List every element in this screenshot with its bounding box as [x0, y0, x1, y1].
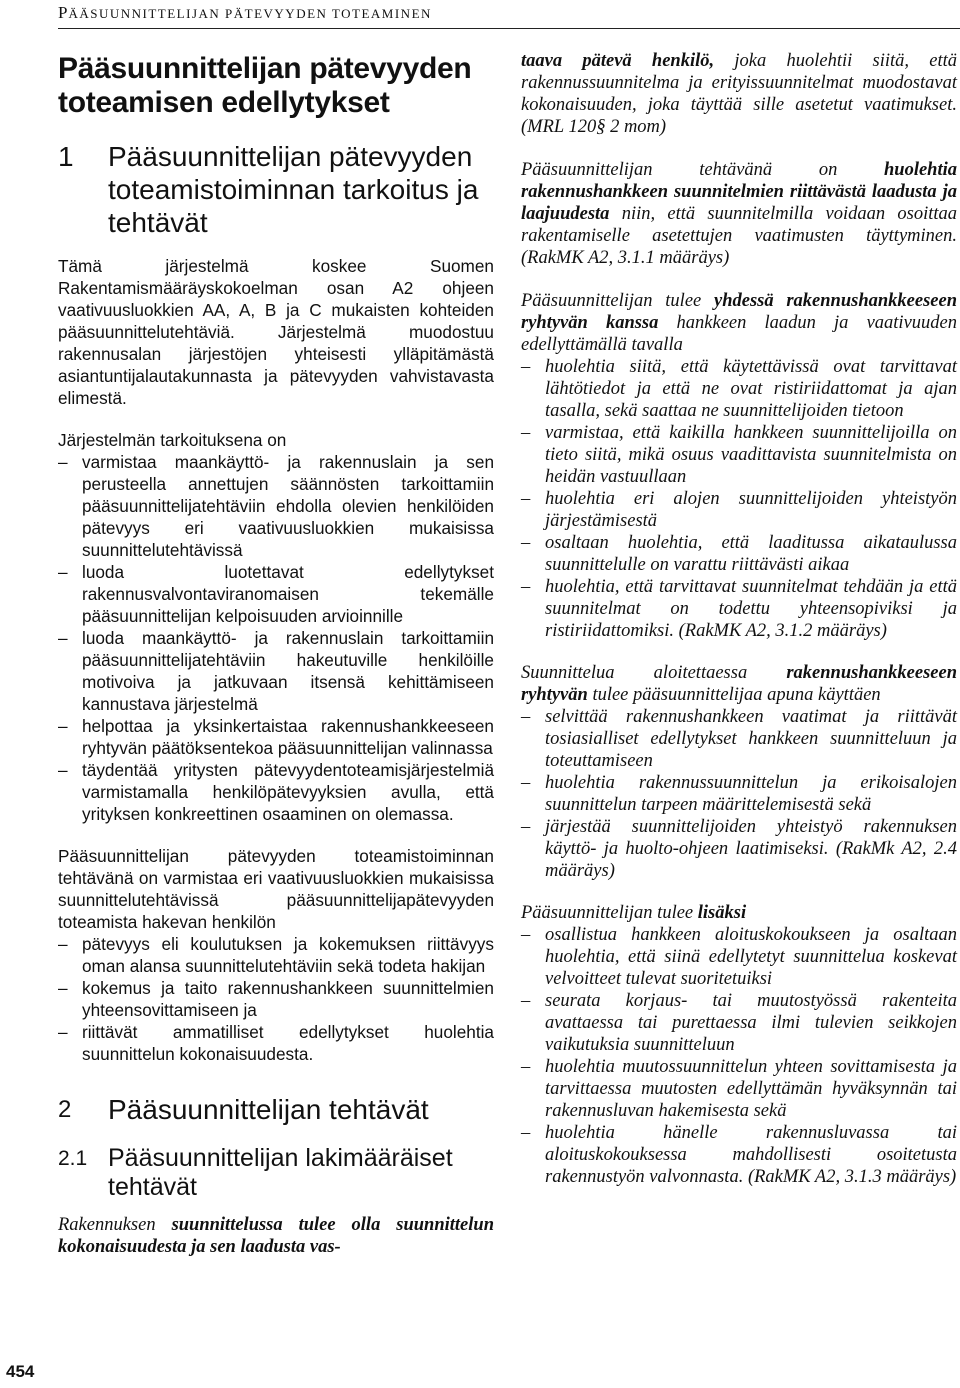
running-header: [58, 0, 960, 29]
section-2-1-number: 2.1: [58, 1147, 88, 1170]
duties-bold: huolehtia rakennushankkeen suunnitelmien riittävästä laadusta ja laajuudesta: [521, 160, 957, 224]
additionally-bold: lisäksi: [697, 903, 747, 923]
list-item: – kokemus ja taito rakennushankkeen suunnittelmien yhteensovittamiseen ja: [58, 977, 494, 1021]
list-item: – huolehtia hänelle rakennusluvassa tai aloituskokouksessa mahdollisesti osoitetusta rakennustyön valvonnasta. (RakMK A2, 3.1.3 määräys): [521, 1122, 957, 1188]
additionally-text-a: Pääsuunnittelijan tulee: [521, 903, 698, 923]
additional-duties-list: [521, 924, 957, 1188]
paragraph-purpose-intro: Järjestelmän tarkoituksena on: [58, 430, 287, 450]
paragraph-task: Pääsuunnittelijan pätevyyden toteamistoiminnan tehtävänä on varmistaa eri vaativuusluokkien mukaisissa suunnittelutehtävissä pääsuunnittelijapätevyyden toteamista hakevan henkilön: [58, 846, 494, 932]
design-start-text-a: Suunnittelua aloitettaessa: [521, 663, 787, 683]
list-item: – järjestää suunnittelijoiden yhteistyö rakennuksen käyttö- ja huolto-ohjeen laatimiseksi. (RakMk A2, 2.4 määräys): [521, 816, 957, 882]
list-item: – riittävät ammatilliset edellytykset huolehtia suunnittelun kokonaisuudesta.: [58, 1021, 494, 1065]
section-2-number: 2: [58, 1096, 72, 1123]
section-2-1-title: Pääsuunnittelijan lakimääräiset tehtävät: [108, 1144, 453, 1201]
list-item: – varmistaa maankäyttö- ja rakennuslain ja sen perusteella annettujen säännösten tarkoittamiin pääsuunnittelijatehtäviin ehdolla olevien henkilöiden pätevyys eri vaativuusluokkien mukaisissa suunnittelutehtävissä: [58, 451, 494, 561]
list-item: – huolehtia eri alojen suunnittelijoiden yhteistyön järjestämisestä: [521, 488, 957, 532]
list-item: – pätevyys eli koulutuksen ja kokemuksen riittävyys oman alansa suunnittelutehtäviin sekä todeta hakijan: [58, 933, 494, 977]
duties-text-a: Pääsuunnittelijan tehtävänä on: [521, 160, 884, 180]
right-column: [521, 50, 957, 1188]
list-item: – huolehtia muutossuunnittelun yhteen sovittamisesta ja tarvittaessa muutosten edellyttämän hyväksynnän tai rakennusluvan hakemisesta sekä: [521, 1056, 957, 1122]
list-item: – huolehtia, että tarvittavat suunnitelmat tehdään ja että suunnitelmat on todettu yhteensopiviksi ja ristiriidattomiksi. (RakMK A2, 3.1.2 määräys): [521, 576, 957, 642]
list-item: – huolehtia siitä, että käytettävissä ovat tarvittavat lähtötiedot ja että ne ovat ristiriidattomat ja ajan tasalla, sekä saattaa ne suunnittelijoiden tietoon: [521, 356, 957, 422]
list-item: – täydentää yritysten pätevyydentoteamisjärjestelmiä varmistamalla henkilöpätevyyksien avulla, että yrityksen konkreettinen osaaminen on olemassa.: [58, 759, 494, 825]
design-start-text-c: tulee pääsuunnittelijaa apuna käyttäen: [587, 685, 881, 705]
list-item: – huolehtia rakennussuunnittelun ja erikoisalojen suunnittelun tarpeen määrittelemisestä sekä: [521, 772, 957, 816]
paragraph-additionally: [521, 902, 957, 924]
design-start-list: [521, 706, 957, 882]
running-header-initial: P: [58, 3, 69, 22]
running-header-smallcaps: ÄÄSUUNNITTELIJAN PÄTEVYYDEN TOTEAMINEN: [68, 6, 432, 21]
section-2-heading: [58, 1093, 494, 1126]
list-item: – luoda maankäyttö- ja rakennuslain tarkoittamiin pääsuunnittelijatehtäviin hakeutuville henkilöille motivoiva ja jatkuvaan itsensä kehittämiseen kannustava järjestelmä: [58, 627, 494, 715]
duties-text-c: niin, että suunnitelmilla voidaan osoittaa rakentamiselle asetettujen vaatimusten täyttyminen. (RakMK A2, 3.1.1 määräys): [521, 204, 957, 268]
legal-start-text: Rakennuksen: [58, 1215, 172, 1235]
paragraph-legal-continued: [521, 50, 957, 138]
legal-continued-text: joka huolehtii siitä, että rakennussuunnitelma ja erityissuunnitelmat muodostavat kokonaisuuden, joka täyttää sille asetetut vaatimukset. (MRL 120§ 2 mom): [521, 51, 958, 137]
list-item: – osallistua hankkeen aloituskokoukseen ja osaltaan huolehtia, että siinä edellytetyt suunnittelua koskevat velvoitteet tulevat suoritetuiksi: [521, 924, 957, 990]
list-item: – seurata korjaus- tai muutostyössä rakenteita avattaessa tai purettaessa ilmi tulevien seikkojen vaikutuksia suunnitteluun: [521, 990, 957, 1056]
section-1-heading: [58, 140, 494, 239]
task-list: [58, 933, 494, 1065]
left-column: [58, 52, 494, 1258]
page-number: 454: [6, 1362, 35, 1381]
paragraph-system: Tämä järjestelmä koskee Suomen Rakentamismääräyskokoelman osan A2 ohjeen vaativuusluokkien AA, A, B ja C mukaisten kohteiden pääsuunnittelutehtäviä. Järjestelmä muodostuu rakennusalan järjestöjen yhteisesti ylläpitämästä asiantuntijalautakunnasta ja pätevyyden vahvistavasta elimestä.: [58, 256, 494, 408]
list-item: – osaltaan huolehtia, että laaditussa aikataulussa suunnittelulle on varattu riittävästi aikaa: [521, 532, 957, 576]
paragraph-design-start: [521, 662, 957, 706]
cooperation-list: [521, 356, 957, 642]
section-1-title: Pääsuunnittelijan pätevyyden toteamistoiminnan tarkoitus ja tehtävät: [108, 141, 479, 238]
legal-continued-bold: taava pätevä henkilö,: [521, 51, 715, 71]
paragraph-cooperation: [521, 290, 957, 356]
list-item: – luoda luotettavat edellytykset rakennusvalvontaviranomaisen tekemälle pääsuunnittelijan kelpoisuuden arvioinnille: [58, 561, 494, 627]
list-item: – selvittää rakennushankkeen vaatimat ja riittävät tosiasialliset edellytykset hankkeen suunnitteluun ja toteuttamiseen: [521, 706, 957, 772]
purpose-list: [58, 451, 494, 825]
paragraph-duties: [521, 159, 957, 269]
cooperation-text-a: Pääsuunnittelijan tulee: [521, 291, 714, 311]
list-item: – varmistaa, että kaikilla hankkeen suunnittelijoilla on tieto siitä, mikä osuus vaadittavista suunnitelmista on heidän vastuullaan: [521, 422, 957, 488]
list-item: – helpottaa ja yksinkertaistaa rakennushankkeeseen ryhtyvän päätöksentekoa pääsuunnittelijan valinnassa: [58, 715, 494, 759]
section-1-number: 1: [58, 141, 74, 172]
section-2-title: Pääsuunnittelijan tehtävät: [108, 1094, 429, 1125]
cooperation-bold: yhdessä rakennushankkeeseen ryhtyvän kanssa: [521, 291, 957, 333]
cooperation-text-c: hankkeen laadun ja vaativuuden edellyttämällä tavalla: [521, 313, 957, 355]
design-start-bold: rakennushankkeeseen ryhtyvän: [521, 663, 957, 705]
section-2-1-heading: [58, 1144, 494, 1202]
legal-start-bold: suunnittelussa tulee olla suunnittelun kokonaisuudesta ja sen laadusta vas-: [58, 1215, 494, 1257]
paragraph-legal-start: [58, 1214, 494, 1258]
article-title: Pääsuunnittelijan pätevyyden toteamisen edellytykset: [58, 52, 472, 119]
